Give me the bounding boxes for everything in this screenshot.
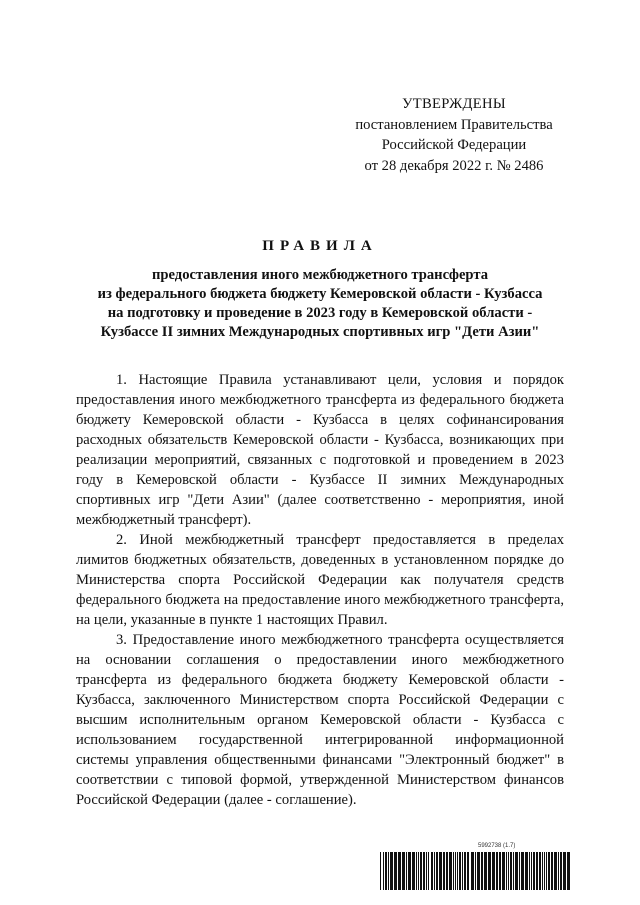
document-body bbox=[76, 370, 564, 810]
document-title: ПРАВИЛА bbox=[262, 238, 378, 254]
approval-line-2: Российской Федерации bbox=[381, 137, 527, 153]
approval-line-3: от 28 декабря 2022 г. № 2486 bbox=[364, 157, 544, 174]
barcode-number: 5992738 (1.7) bbox=[478, 843, 516, 849]
subtitle-line-1: предоставления иного межбюджетного трансферта bbox=[152, 267, 488, 283]
paragraph-1: 1. Настоящие Правила устанавливают цели, условия и порядок предоставления иного межбюджетного трансферта из федерального бюджета бюджету Кемеровской области - Кузбасса в целях софинансирования расходных обязательств Кемеровской области - Кузбасса, возникающих при реализации мероприятий, связанных с подготовкой и проведением в 2023 году в Кемеровской области - Кузбассе II зимних Международных спортивных игр "Дети Азии" (далее соответственно - мероприятия, иной межбюджетный трансферт). bbox=[76, 372, 564, 528]
document-subtitle bbox=[60, 266, 580, 342]
subtitle-line-3: на подготовку и проведение в 2023 году в Кемеровской области - bbox=[107, 305, 533, 321]
subtitle-line-2: из федерального бюджета бюджету Кемеровской области - Кузбасса bbox=[97, 286, 543, 302]
approval-heading: УТВЕРЖДЕНЫ bbox=[402, 96, 506, 112]
barcode-block bbox=[380, 843, 570, 893]
barcode bbox=[380, 852, 570, 892]
approval-line-1: постановлением Правительства bbox=[355, 116, 553, 133]
subtitle-line-4: Кузбассе II зимних Международных спортивных игр "Дети Азии" bbox=[100, 324, 540, 340]
paragraph-3: 3. Предоставление иного межбюджетного трансферта осуществляется на основании соглашения о предоставлении иного межбюджетного трансферта из федерального бюджета бюджету Кемеровской области - Кузбасса, заключенного Министерством спорта Российской Федерации с высшим исполнительным органом Кемеровской области - Кузбасса с использованием государственной интегрированной информационной системы управления общественными финансами "Электронный бюджет" в соответствии с типовой формой, утвержденной Министерством финансов Российской Федерации (далее - соглашение). bbox=[76, 632, 564, 808]
paragraph-2: 2. Иной межбюджетный трансферт предоставляется в пределах лимитов бюджетных обязательств, доведенных в установленном порядке до Министерства спорта Российской Федерации как получателя средств федерального бюджета на предоставление иного межбюджетного трансферта, на цели, указанные в пункте 1 настоящих Правил. bbox=[76, 532, 564, 628]
approval-block bbox=[330, 94, 578, 176]
